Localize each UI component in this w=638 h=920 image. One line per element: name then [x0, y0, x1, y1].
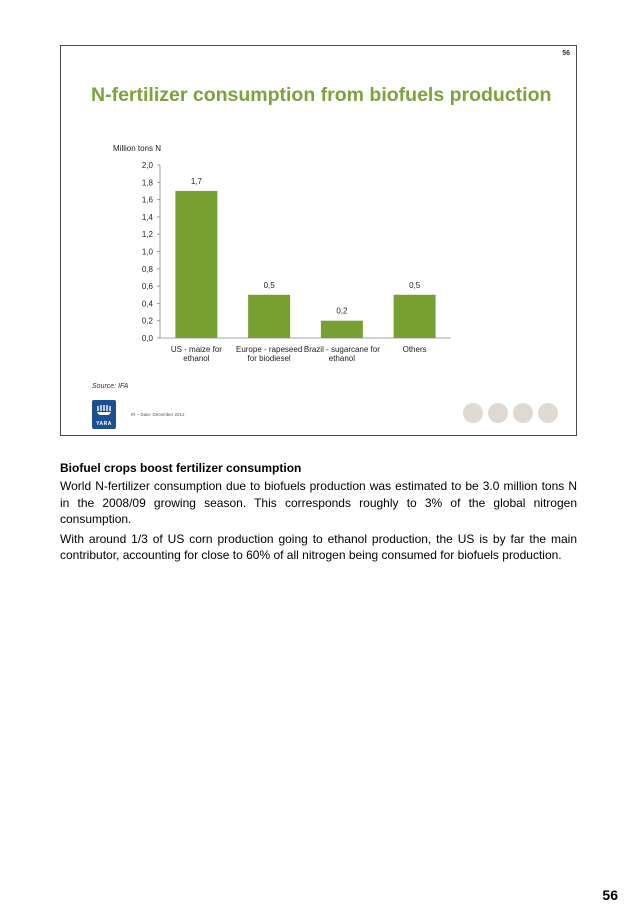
- y-tick-label: 1,0: [141, 247, 153, 257]
- category-label: ethanol: [183, 354, 210, 363]
- category-label: Others: [402, 345, 427, 354]
- category-label: US - maize for: [170, 345, 222, 354]
- bar: [175, 191, 217, 338]
- slide-footer-note: IR – Date: December 2012: [131, 412, 185, 417]
- decorative-dots: [463, 403, 558, 423]
- bar: [321, 321, 363, 338]
- slide-title: N-fertilizer consumption from biofuels production: [91, 84, 552, 106]
- y-tick-label: 1,6: [141, 195, 153, 205]
- data-label: 1,7: [190, 176, 202, 186]
- logo-text: YARA: [96, 421, 112, 427]
- dot: [463, 403, 483, 423]
- y-tick-label: 0,0: [141, 334, 153, 343]
- y-tick-label: 1,4: [141, 212, 153, 222]
- category-label: ethanol: [328, 354, 355, 363]
- source-note: Source: IFA: [92, 383, 129, 390]
- y-tick-label: 1,2: [141, 230, 153, 240]
- ship-icon: [96, 404, 112, 416]
- bar: [248, 295, 290, 338]
- category-label: for biodiesel: [247, 354, 291, 363]
- bar-chart: [61, 46, 578, 437]
- body-text: [60, 460, 577, 568]
- y-tick-label: 0,6: [141, 282, 153, 292]
- data-label: 0,2: [336, 306, 348, 316]
- paragraph: World N-fertilizer consumption due to biofuels production was estimated to be 3.0 million tons N in the 2008/09 growing season. This corresponds roughly to 3% of the global nitrogen consumption.: [60, 479, 577, 526]
- y-tick-label: 0,8: [141, 264, 153, 274]
- paragraph: With around 1/3 of US corn production going to ethanol production, the US is by far the main contributor, accounting for close to 60% of all nitrogen being consumed for biofuels production.: [60, 532, 577, 563]
- slide-number: 56: [562, 50, 570, 57]
- y-tick-label: 1,8: [141, 178, 153, 188]
- dot: [538, 403, 558, 423]
- category-label: Brazil - sugarcane for: [303, 345, 380, 354]
- page-number: 56: [602, 887, 618, 903]
- y-tick-label: 0,4: [141, 299, 153, 309]
- bar: [394, 295, 436, 338]
- dot: [513, 403, 533, 423]
- data-label: 0,5: [263, 280, 275, 290]
- dot: [488, 403, 508, 423]
- data-label: 0,5: [409, 280, 421, 290]
- category-label: Europe - rapeseed: [235, 345, 303, 354]
- slide-frame: [60, 45, 577, 436]
- section-heading: Biofuel crops boost fertilizer consumption: [60, 461, 302, 475]
- yara-logo: [92, 400, 116, 429]
- y-axis-label: Million tons N: [113, 144, 162, 153]
- y-tick-label: 2,0: [141, 161, 153, 170]
- y-tick-label: 0,2: [141, 316, 153, 326]
